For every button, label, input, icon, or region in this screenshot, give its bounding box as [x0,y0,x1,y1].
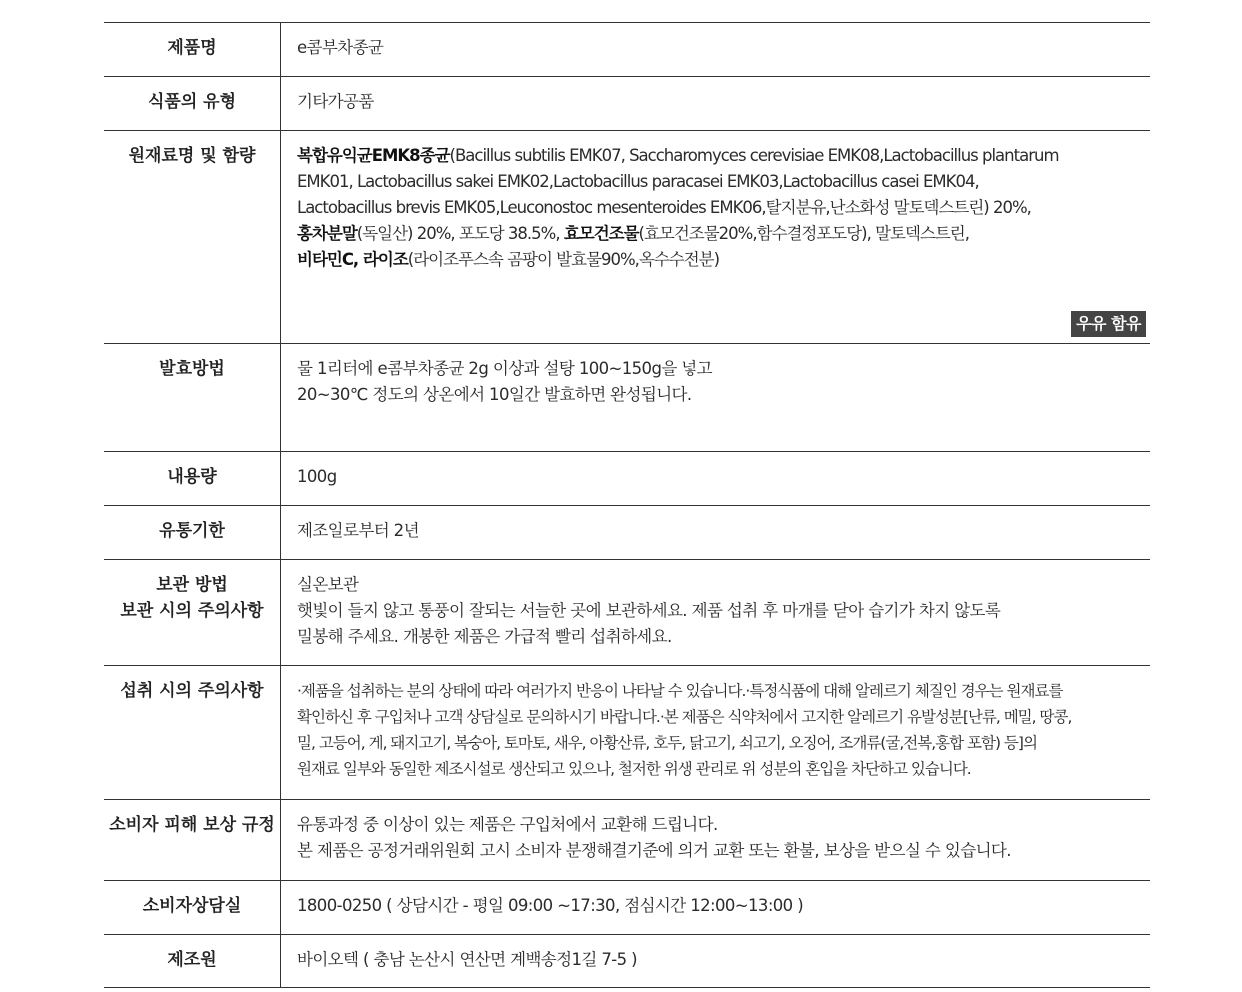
compensation-value [281,800,1150,880]
fermentation-label: 발효방법 [104,344,281,451]
compensation-line-1: 유통과정 중 이상이 있는 제품은 구입처에서 교환해 드립니다. [297,815,718,834]
ingredient-bold-probiotic: 복합유익균EMK8종균 [297,146,450,165]
food-type-value [281,77,1150,130]
intake-caution-line-4: 원재료 일부와 동일한 제조시설로 생산되고 있으나, 철저한 위생 관리로 위 성분의 혼입을 차단하고 있습니다. [297,760,971,778]
expiry-label: 유통기한 [104,506,281,559]
intake-caution-line-2: 확인하신 후 구입처나 고객 상담실로 문의하시기 바랍니다.·본 제품은 식약처에서 고지한 알레르기 유발성분[난류, 메밀, 땅콩, [297,708,1072,726]
expiry-text: 제조일로부터 2년 [297,521,419,540]
row-food-type [104,77,1150,131]
manufacturer-value [281,935,1150,987]
product-info-table [104,22,1150,988]
ingredient-bold-tea: 홍차분말 [297,224,357,243]
compensation-line-2: 본 제품은 공정거래위원회 고시 소비자 분쟁해결기준에 의거 교환 또는 환불, 보상을 받으실 수 있습니다. [297,841,1011,860]
food-type-label: 식품의 유형 [104,77,281,130]
storage-label-line-1: 보관 방법 [156,575,228,595]
intake-caution-line-3: 밀, 고등어, 게, 돼지고기, 복숭아, 토마토, 새우, 아황산류, 호두, 닭고기, 쇠고기, 오징어, 조개류(굴,전복,홍합 포함) 등]의 [297,734,1037,752]
storage-label [104,560,281,665]
manufacturer-label: 제조원 [104,935,281,987]
intake-caution-label: 섭취 시의 주의사항 [104,666,281,799]
compensation-label: 소비자 피해 보상 규정 [104,800,281,880]
row-manufacturer [104,935,1150,988]
ingredient-bold-vitamin: 비타민C, 라이조 [297,250,408,269]
fermentation-line-1: 물 1리터에 e콤부차종균 2g 이상과 설탕 100~150g을 넣고 [297,359,712,378]
product-name-label: 제품명 [104,23,281,76]
intake-caution-value [281,666,1150,799]
row-consumer-center [104,881,1150,935]
storage-line-2: 햇빛이 들지 않고 통풍이 잘되는 서늘한 곳에 보관하세요. 제품 섭취 후 마개를 닫아 습기가 차지 않도록 [297,601,1001,620]
food-type-text: 기타가공품 [297,92,374,111]
product-name-value [281,23,1150,76]
row-product-name [104,23,1150,77]
ingredients-label: 원재료명 및 함량 [104,131,281,343]
volume-value [281,452,1150,505]
consumer-center-label: 소비자상담실 [104,881,281,934]
volume-label: 내용량 [104,452,281,505]
row-expiry [104,506,1150,560]
row-volume [104,452,1150,506]
ingredients-line-4 [297,221,1150,247]
storage-value [281,560,1150,665]
ingredient-vitamin-detail: (라이조푸스속 곰팡이 발효물90%,옥수수전분) [407,250,720,269]
volume-text: 100g [297,467,337,486]
expiry-value [281,506,1150,559]
row-intake-caution [104,666,1150,800]
consumer-center-text: 1800-0250 ( 상담시간 - 평일 09:00 ~17:30, 점심시간 12:00~13:00 ) [297,896,804,915]
storage-line-3: 밀봉해 주세요. 개봉한 제품은 가급적 빨리 섭취하세요. [297,627,672,646]
intake-caution-line-1: ·제품을 섭취하는 분의 상태에 따라 여러가지 반응이 나타날 수 있습니다.·특정식품에 대해 알레르기 체질인 경우는 원재료를 [297,682,1063,700]
row-storage [104,560,1150,666]
row-ingredients [104,131,1150,344]
milk-allergen-badge: 우유 함유 [1071,311,1146,337]
row-fermentation [104,344,1150,452]
ingredient-tea-detail: (독일산) 20%, 포도당 38.5%, [356,224,564,243]
manufacturer-text: 바이오텍 ( 충남 논산시 연산면 계백송정1길 7-5 ) [297,950,637,969]
storage-label-line-2: 보관 시의 주의사항 [120,601,264,621]
ingredient-yeast-detail: (효모건조물20%,함수결정포도당), 말토덱스트린, [638,224,969,243]
fermentation-line-2: 20~30℃ 정도의 상온에서 10일간 발효하면 완성됩니다. [297,385,692,404]
ingredients-line-1 [297,143,1150,169]
ingredient-bold-yeast: 효모건조물 [563,224,639,243]
fermentation-value [281,344,1150,451]
row-compensation [104,800,1150,881]
product-name-text: e콤부차종균 [297,38,384,57]
ingredients-value [281,131,1150,343]
ingredients-line-3: Lactobacillus brevis EMK05,Leuconostoc mesenteroides EMK06,탈지분유,난소화성 말토덱스트린) 20%, [297,198,1031,217]
storage-line-1: 실온보관 [297,575,359,594]
consumer-center-value [281,881,1150,934]
ingredients-line-2: EMK01, Lactobacillus sakei EMK02,Lactobacillus paracasei EMK03,Lactobacillus casei EMK04, [297,172,979,191]
ingredient-probiotic-detail: (Bacillus subtilis EMK07, Saccharomyces cerevisiae EMK08,Lactobacillus plantarum [449,146,1059,165]
ingredients-line-5 [297,247,1150,273]
